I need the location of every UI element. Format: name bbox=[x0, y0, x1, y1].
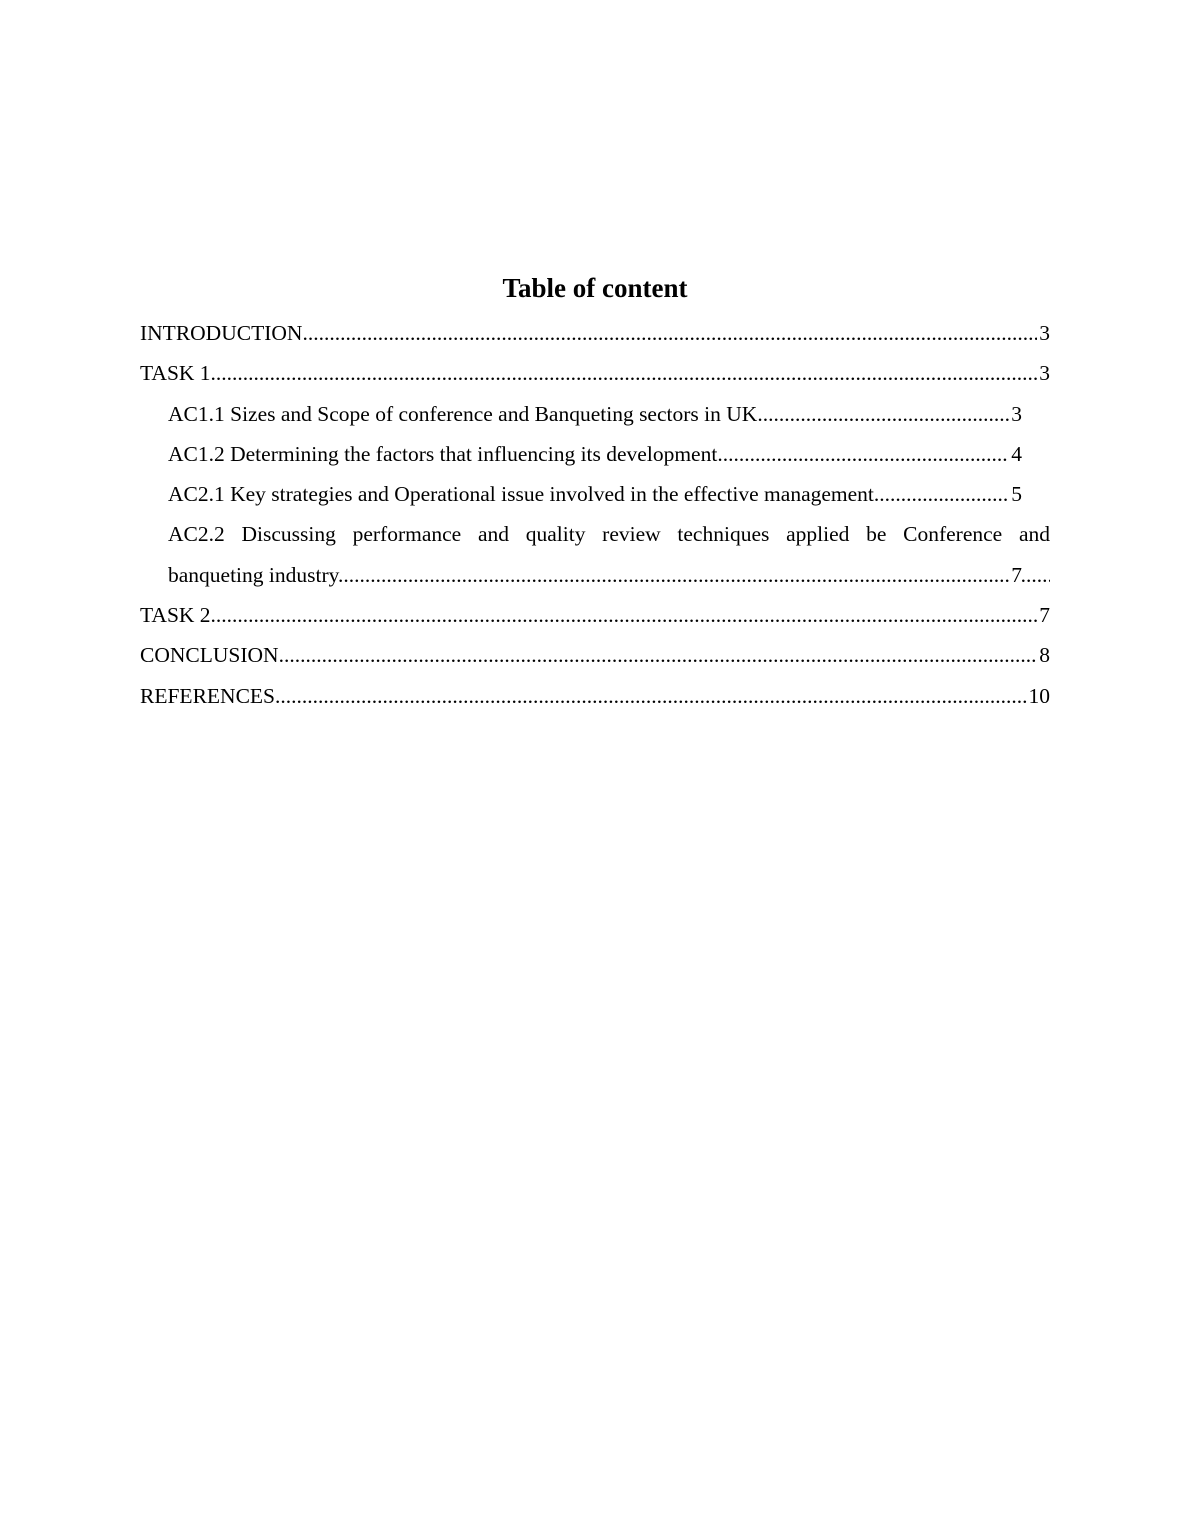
toc-entry-label: AC1.1 Sizes and Scope of conference and Banqueting sectors in UK ..... bbox=[168, 394, 1022, 434]
toc-entry-page: 5 bbox=[1009, 474, 1022, 514]
toc-entry-task-2[interactable] bbox=[140, 595, 1050, 635]
toc-entry-label: TASK 2 ..... bbox=[140, 595, 1050, 635]
toc-entry-page: 7 bbox=[1009, 555, 1022, 595]
toc-entry-label: REFERENCES ..... bbox=[140, 676, 1050, 716]
toc-entry-page: 3 bbox=[1037, 353, 1050, 393]
toc-entry-conclusion[interactable] bbox=[140, 635, 1050, 675]
toc-entry-ac2-2[interactable] bbox=[168, 514, 1050, 595]
toc-entry-page: 10 bbox=[1027, 676, 1051, 716]
toc-entry-introduction[interactable] bbox=[140, 313, 1050, 353]
toc-entry-label: TASK 1 ..... bbox=[140, 353, 1050, 393]
toc-entry-page: 7 bbox=[1037, 595, 1050, 635]
toc-entry-ac1-1[interactable] bbox=[168, 394, 1022, 434]
toc-title: Table of content bbox=[502, 273, 688, 303]
toc-entry-label: CONCLUSION ..... bbox=[140, 635, 1050, 675]
toc-entry-page: 3 bbox=[1037, 313, 1050, 353]
toc-entry-ac1-2[interactable] bbox=[168, 434, 1022, 474]
toc-entry-label-line-2-row bbox=[168, 555, 1050, 595]
toc-entry-page: 4 bbox=[1009, 434, 1022, 474]
toc-entry-task-1[interactable] bbox=[140, 353, 1050, 393]
toc-entry-page: 8 bbox=[1037, 635, 1050, 675]
table-of-contents bbox=[140, 313, 1050, 716]
toc-entry-page: 3 bbox=[1009, 394, 1022, 434]
toc-entry-label-line-1: AC2.2 Discussing performance and quality review techniques applied be Conference and bbox=[168, 522, 1050, 547]
toc-entry-label: INTRODUCTION ..... bbox=[140, 313, 1050, 353]
toc-entry-label: AC2.1 Key strategies and Operational issue involved in the effective management ..... bbox=[168, 474, 1022, 514]
toc-entry-label-line-2: banqueting industry ..... bbox=[168, 555, 1050, 595]
toc-entry-label: AC1.2 Determining the factors that influencing its development ..... bbox=[168, 434, 1022, 474]
toc-entry-references[interactable] bbox=[140, 676, 1050, 716]
toc-entry-ac2-1[interactable] bbox=[168, 474, 1022, 514]
